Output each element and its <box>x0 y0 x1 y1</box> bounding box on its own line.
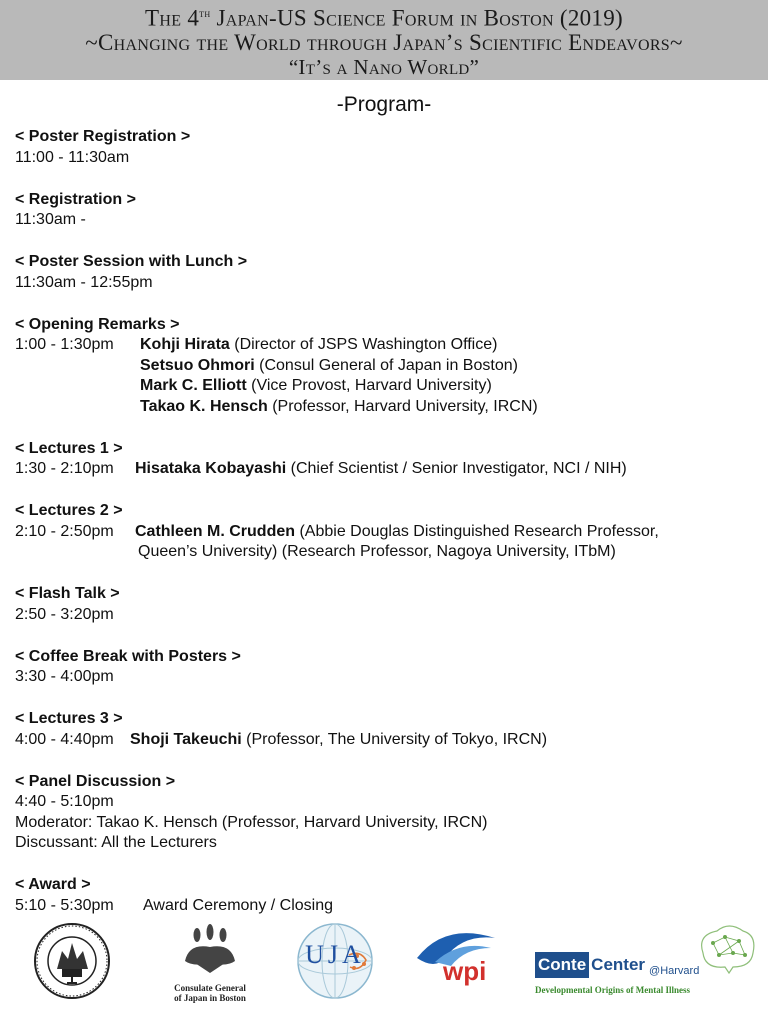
section-title: < Poster Session with Lunch > <box>15 253 248 270</box>
conte-tagline: Developmental Origins of Mental Illness <box>535 985 690 995</box>
section-time: 11:30am - 12:55pm <box>15 273 153 291</box>
section-time: 4:00 - 4:40pm <box>15 730 114 748</box>
section-poster-lunch <box>15 252 760 293</box>
section-coffee-break <box>15 647 760 688</box>
section-time: 3:30 - 4:00pm <box>15 668 114 685</box>
section-time: 1:30 - 2:10pm <box>15 460 114 477</box>
speaker <box>140 356 538 377</box>
wpi-logo <box>415 928 497 998</box>
section-award <box>15 875 760 916</box>
speaker-name: Hisataka Kobayashi <box>135 460 287 477</box>
section-registration <box>15 190 760 231</box>
speaker-role: (Consul General of Japan in Boston) <box>254 356 518 374</box>
speaker-role: (Vice Provost, Harvard University) <box>246 377 492 394</box>
event-title <box>0 1 768 31</box>
consulate-line1: Consulate General <box>174 983 246 993</box>
lecture-row <box>15 459 760 480</box>
speaker-name: Shoji Takeuchi <box>130 730 242 748</box>
uja-text: UJA <box>305 940 365 969</box>
sponsor-logos <box>0 918 768 1008</box>
section-time: 2:10 - 2:50pm <box>15 522 114 540</box>
section-time: 11:00 - 11:30am <box>15 148 130 166</box>
event-tagline: “It’s a Nano World” <box>288 54 480 79</box>
section-title: < Coffee Break with Posters > <box>15 647 241 665</box>
uja-logo <box>294 920 376 1002</box>
lecturer <box>130 730 547 751</box>
section-title: < Lectures 2 > <box>15 502 123 519</box>
section-time: 4:40 - 5:10pm <box>15 793 114 810</box>
moderator: Moderator: Takao K. Hensch (Professor, Harvard University, IRCN) <box>15 813 488 831</box>
speaker-name: Setsuo Ohmori <box>140 356 255 374</box>
event-title-sup: th <box>199 6 211 20</box>
speaker-role: (Chief Scientist / Senior Investigator, NCI / NIH) <box>286 460 627 477</box>
jsps-seal-logo <box>32 921 112 1001</box>
discussant: Discussant: All the Lecturers <box>15 834 217 851</box>
speaker-name: Mark C. Elliott <box>140 377 247 394</box>
conte-wordmark <box>535 951 699 979</box>
section-time: 11:30am - <box>15 211 86 228</box>
consulate-logo <box>165 923 255 1008</box>
event-title-post: Japan-US Science Forum in Boston (2019) <box>210 5 623 31</box>
lecturer-line <box>135 522 659 543</box>
lecture-row <box>15 522 760 563</box>
paulownia-crest-icon <box>165 923 255 978</box>
speaker-role: (Abbie Douglas Distinguished Research Professor, <box>295 522 659 540</box>
speaker <box>140 397 538 418</box>
program-heading: -Program- <box>336 93 432 116</box>
speaker-name: Cathleen M. Crudden <box>135 522 296 540</box>
award-row <box>15 896 760 917</box>
conte-center-logo <box>535 923 761 1003</box>
section-time: 5:10 - 5:30pm <box>15 896 114 914</box>
schedule <box>15 127 760 938</box>
event-title-pre: The 4 <box>145 5 200 31</box>
opening-row <box>15 335 760 417</box>
section-title: < Lectures 3 > <box>15 710 123 727</box>
section-lectures-1 <box>15 439 760 480</box>
speaker <box>140 335 538 356</box>
speaker-role: (Professor, The University of Tokyo, IRCN) <box>241 730 548 748</box>
section-lectures-3 <box>15 709 760 750</box>
section-poster-registration <box>15 127 760 168</box>
lecturer <box>135 459 627 480</box>
speaker-name: Takao K. Hensch <box>140 397 268 415</box>
lecturer <box>135 522 659 563</box>
section-title: < Poster Registration > <box>15 128 191 145</box>
speaker-name: Kohji Hirata <box>140 336 230 353</box>
speaker-role: (Director of JSPS Washington Office) <box>229 336 498 353</box>
lecture-row <box>15 730 760 751</box>
harvard-text: @Harvard <box>649 965 700 977</box>
section-panel-discussion <box>15 772 760 854</box>
consulate-line2: of Japan in Boston <box>174 993 246 1003</box>
speaker-list <box>140 335 538 417</box>
event-subtitle: ~Changing the World through Japan’s Scientific Endeavors~ <box>85 29 683 55</box>
header-banner <box>0 0 768 80</box>
section-lectures-2 <box>15 501 760 563</box>
section-title: < Flash Talk > <box>15 585 120 602</box>
section-flash-talk <box>15 584 760 625</box>
section-time: 2:50 - 3:20pm <box>15 605 114 623</box>
wpi-text: wpi <box>443 956 487 986</box>
center-text: Center <box>591 955 646 974</box>
section-title: < Opening Remarks > <box>15 315 180 333</box>
conte-text: Conte <box>535 952 589 978</box>
brain-network-icon <box>693 923 759 975</box>
section-title: < Panel Discussion > <box>15 772 176 790</box>
section-time: 1:00 - 1:30pm <box>15 336 114 353</box>
section-title: < Award > <box>15 876 91 893</box>
section-title: < Registration > <box>15 190 136 208</box>
section-title: < Lectures 1 > <box>15 439 123 457</box>
jsps-seal-icon <box>32 921 112 1001</box>
speaker-role-continued: Queen’s University) (Research Professor, Nagoya University, ITbM) <box>138 543 616 560</box>
section-opening-remarks <box>15 315 760 418</box>
speaker <box>140 376 538 397</box>
award-text: Award Ceremony / Closing <box>143 896 334 914</box>
speaker-role: (Professor, Harvard University, IRCN) <box>267 397 538 415</box>
